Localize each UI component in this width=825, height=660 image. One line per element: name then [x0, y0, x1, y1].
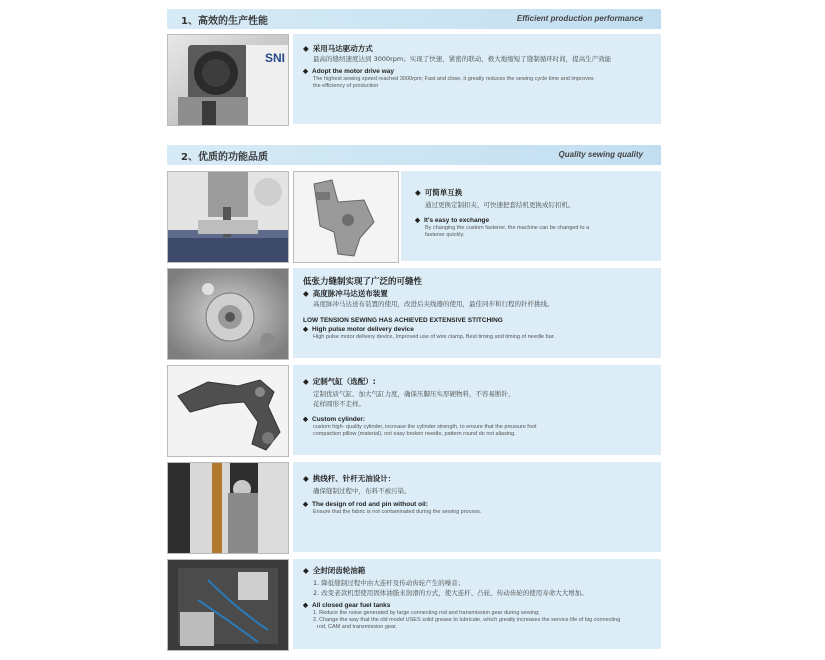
section-header-2: [167, 145, 661, 165]
exchange-body-en-1: By changing the custom fastener, the machine can be changed to a: [425, 225, 590, 231]
motor-text-panel: [293, 34, 661, 124]
exchange-text-panel: [401, 171, 661, 261]
cylinder-photo: [167, 365, 289, 457]
gear-text-panel: [293, 559, 661, 649]
tension-body-cn: 高度脉冲马达送布装置的使用，改进后夹线器的使用，最佳同步和行程的针杆挑线。: [313, 300, 554, 308]
exchange-body-en-2: fastener quickly.: [425, 232, 465, 238]
exchange-heading-cn: 可简单互换: [424, 188, 463, 197]
tension-body-en: High pulse motor delivery device, Improved use of wire clamp, Best timing and timing of needle bar.: [313, 334, 555, 340]
cylinder-text-panel: [293, 365, 661, 455]
tension-text-panel: [293, 268, 661, 358]
rod-body-en: Ensure that the fabric is not contaminated during the sewing process.: [313, 509, 482, 515]
cylinder-heading-en: Custom cylinder:: [312, 416, 366, 423]
motor-heading-en: Adopt the motor drive way: [312, 68, 394, 75]
cylinder-body-en-1: custom high- quality cylinder, increase the cylinder strength, to ensure that the pressure foot: [313, 424, 537, 430]
motor-photo: [167, 34, 289, 126]
bullet-icon: ◆: [303, 566, 309, 575]
section-title: 2、优质的功能品质: [181, 152, 268, 163]
rod-heading-en: The design of rod and pin without oil:: [312, 501, 428, 508]
motor-body-en-1: The highest sewing speed reached 3000rpm; Fast and close, it greatly reduces the sewing cycle time and improves: [313, 76, 594, 82]
exchange-heading-en: It's easy to exchange: [424, 217, 490, 224]
motor-body-cn: 最高的缝纫速度达到 3000rpm；实现了快速，紧密的联动，极大地缩短了缝制循环时间，提高生产效能: [313, 55, 612, 63]
gear-heading-cn: 全封闭齿轮油箱: [312, 566, 366, 575]
tension-title-cn: 低张力缝制实现了广泛的可缝性: [303, 277, 423, 287]
tension-title-en: LOW TENSION SEWING HAS ACHIEVED EXTENSIVE STITCHING: [303, 317, 503, 324]
pulse-motor-photo: [167, 268, 289, 360]
cylinder-body-cn-2: 花样圆形不走样。: [313, 400, 365, 408]
fastener-photo: [293, 171, 399, 263]
tension-heading-cn: 高度脉冲马达送布装置: [312, 289, 388, 298]
gear-tank-photo: [167, 559, 289, 651]
rod-photo: [167, 462, 289, 554]
bullet-icon: ◆: [303, 326, 308, 333]
section-title-en: Quality sewing quality: [558, 150, 643, 159]
bullet-icon: ◆: [303, 501, 308, 508]
bullet-icon: ◆: [415, 217, 420, 224]
gear-body-en-2: 2. Change the way that the old model USES solid grease to lubricate, which greatly increases the service life of big connecting: [313, 617, 621, 623]
bullet-icon: ◆: [303, 416, 308, 423]
section-header-1: [167, 9, 661, 29]
cylinder-heading-cn: 定制气缸（选配）:: [312, 377, 376, 386]
bullet-icon: ◆: [303, 289, 309, 298]
gear-body-cn-1: 1. 降低缝制过程中由大连杆及传动齿轮产生的噪音；: [313, 579, 465, 587]
bullet-icon: ◆: [303, 377, 309, 386]
gear-body-en-3: rod, CAM and transmission gear.: [317, 624, 398, 630]
tension-heading-en: High pulse motor delivery device: [312, 326, 414, 333]
bullet-icon: ◆: [303, 44, 309, 53]
gear-heading-en: All closed gear fuel tanks: [312, 602, 391, 609]
cylinder-body-en-2: compaction pillow (material), not easy broken needle, pattern round do not aliasing.: [313, 431, 516, 437]
bullet-icon: ◆: [303, 474, 309, 483]
exchange-body-cn: 通过更换定制扣夹，可快速把套结机更换成钉扣机。: [425, 201, 575, 209]
motor-heading-cn: 采用马达驱动方式: [312, 44, 373, 53]
bullet-icon: ◆: [303, 68, 308, 75]
rod-heading-cn: 挑线杆、针杆无油设计：: [312, 474, 396, 483]
bullet-icon: ◆: [303, 602, 308, 609]
needle-photo: [167, 171, 289, 263]
photo-logo: SNI: [265, 51, 286, 65]
rod-body-cn: 确保缝制过程中，布料不被污染。: [313, 487, 411, 495]
cylinder-body-cn-1: 定制优质气缸、加大气缸力度，确保压脚压实厚硬物料，不容易断针，: [313, 390, 515, 398]
gear-body-cn-2: 2. 改变老款机型使用固体油脂来润滑的方式，使大连杆、凸轮、传动齿轮的使用寿命大大增加。: [313, 589, 588, 597]
motor-body-en-2: the efficiency of production: [313, 83, 379, 89]
section-title-en: Efficient production performance: [516, 14, 643, 23]
gear-body-en-1: 1. Reduce the noise generated by large connecting rod and transmission gear during sewing;: [313, 610, 540, 616]
rod-text-panel: [293, 462, 661, 552]
section-title: 1、高效的生产性能: [181, 16, 268, 27]
bullet-icon: ◆: [415, 188, 421, 197]
